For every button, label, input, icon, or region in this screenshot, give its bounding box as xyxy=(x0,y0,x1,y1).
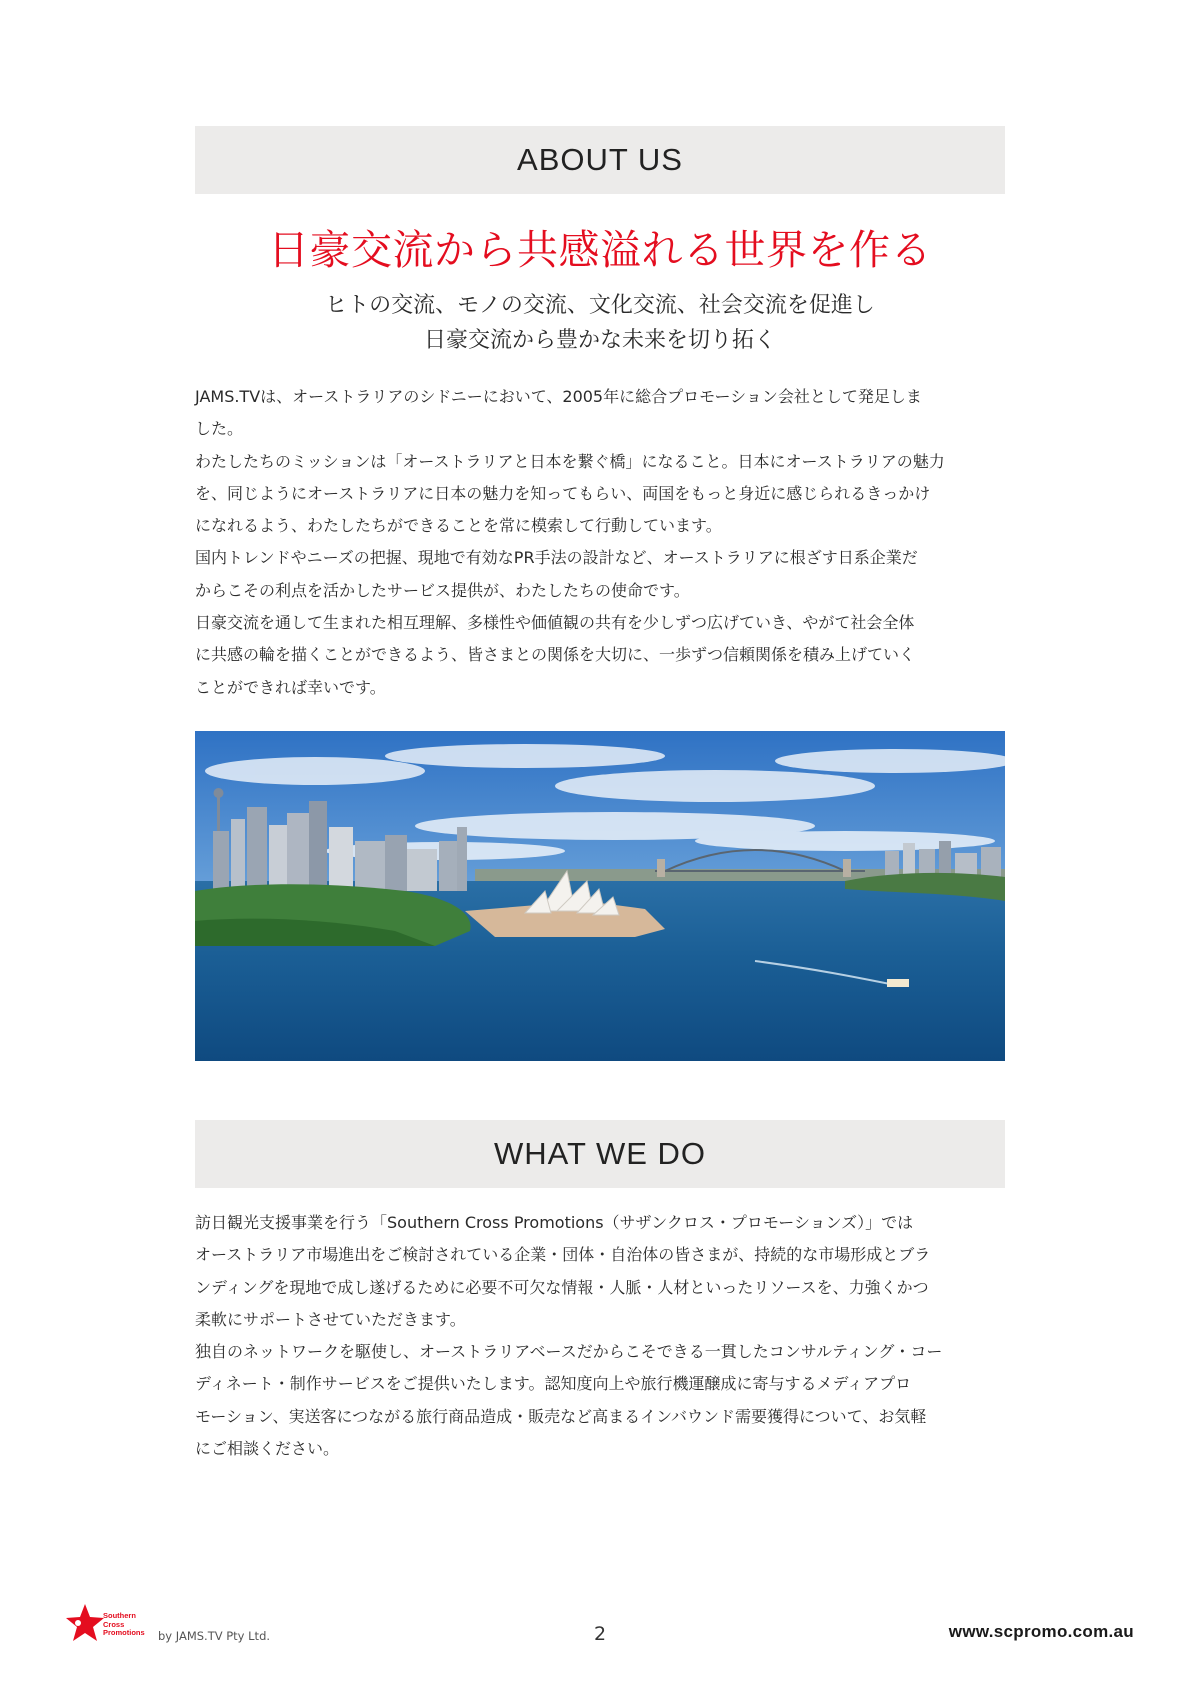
about-body-line: わたしたちのミッションは「オーストラリアと日本を繋ぐ橋」になること。日本にオーストラリアの魅力 xyxy=(195,451,945,471)
about-body-line: JAMS.TVは、オーストラリアのシドニーにおいて、2005年に総合プロモーション会社として発足しま xyxy=(195,387,922,406)
about-body-line: に共感の輪を描くことができるよう、皆さまとの関係を大切に、一歩ずつ信頼関係を積み上げていく xyxy=(195,645,916,665)
about-us-header xyxy=(195,126,1005,194)
about-us-title: ABOUT US xyxy=(517,142,683,177)
subheadline-line-1: ヒトの交流、モノの交流、文化交流、社会交流を促進し xyxy=(325,293,875,318)
website-url[interactable]: www.scpromo.com.au xyxy=(948,1622,1134,1641)
sydney-harbour-photo xyxy=(195,731,1005,1061)
subheadline-line-2: 日豪交流から豊かな未来を切り拓く xyxy=(423,328,776,353)
what-we-do-title: WHAT WE DO xyxy=(493,1136,707,1171)
whatwedo-body-line: オーストラリア市場進出をご検討されている企業・団体・自治体の皆さまが、持続的な市場形成とブラ xyxy=(195,1245,931,1265)
what-we-do-body xyxy=(195,1207,1007,1465)
about-body-line: 日豪交流を通して生まれた相互理解、多様性や価値観の共有を少しずつ広げていき、やがて社会全体 xyxy=(195,613,915,633)
about-body-line: 国内トレンドやニーズの把握、現地で有効なPR手法の設計など、オーストラリアに根ざす日系企業だ xyxy=(195,548,918,568)
main-headline: 日豪交流から共感溢れる世界を作る xyxy=(268,226,932,274)
whatwedo-body-line: モーション、実送客につながる旅行商品造成・販売など高まるインバウンド需要獲得について、お気軽 xyxy=(195,1406,927,1426)
what-we-do-header xyxy=(195,1120,1005,1188)
logo-word: Southern xyxy=(103,1611,136,1620)
whatwedo-body-line: にご相談ください。 xyxy=(195,1439,340,1459)
about-body-line: を、同じようにオーストラリアに日本の魅力を知ってもらい、両国をもっと身近に感じられるきっかけ xyxy=(195,483,931,503)
about-body-line: になれるよう、わたしたちができることを常に模索して行動しています。 xyxy=(195,516,722,536)
whatwedo-body-line: ンディングを現地で成し遂げるために必要不可欠な情報・人脈・人材といったリソースを、力強くかつ xyxy=(195,1277,929,1297)
logo-word: Promotions xyxy=(103,1628,145,1637)
about-body-line: からこその利点を活かしたサービス提供が、わたしたちの使命です。 xyxy=(195,580,690,600)
company-byline: by JAMS.TV Pty Ltd. xyxy=(158,1629,271,1643)
logo-wordmark xyxy=(103,1612,145,1638)
whatwedo-body-line: ディネート・制作サービスをご提供いたします。認知度向上や旅行機運醸成に寄与するメディアプロ xyxy=(195,1374,912,1394)
whatwedo-body-line: 訪日観光支援事業を行う「Southern Cross Promotions（サザンクロス・プロモーションズ）」では xyxy=(195,1213,914,1232)
whatwedo-body-line: 独自のネットワークを駆使し、オーストラリアベースだからこそできる一貫したコンサルティング・コー xyxy=(195,1342,943,1362)
page-number: 2 xyxy=(593,1623,607,1645)
about-body-line: ことができれば幸いです。 xyxy=(195,677,386,697)
about-body-line: した。 xyxy=(195,419,244,439)
red-star-logo-icon xyxy=(64,1602,106,1644)
logo-word: Cross xyxy=(103,1619,125,1629)
whatwedo-body-line: 柔軟にサポートさせていただきます。 xyxy=(195,1309,466,1329)
about-us-body xyxy=(195,381,1007,704)
